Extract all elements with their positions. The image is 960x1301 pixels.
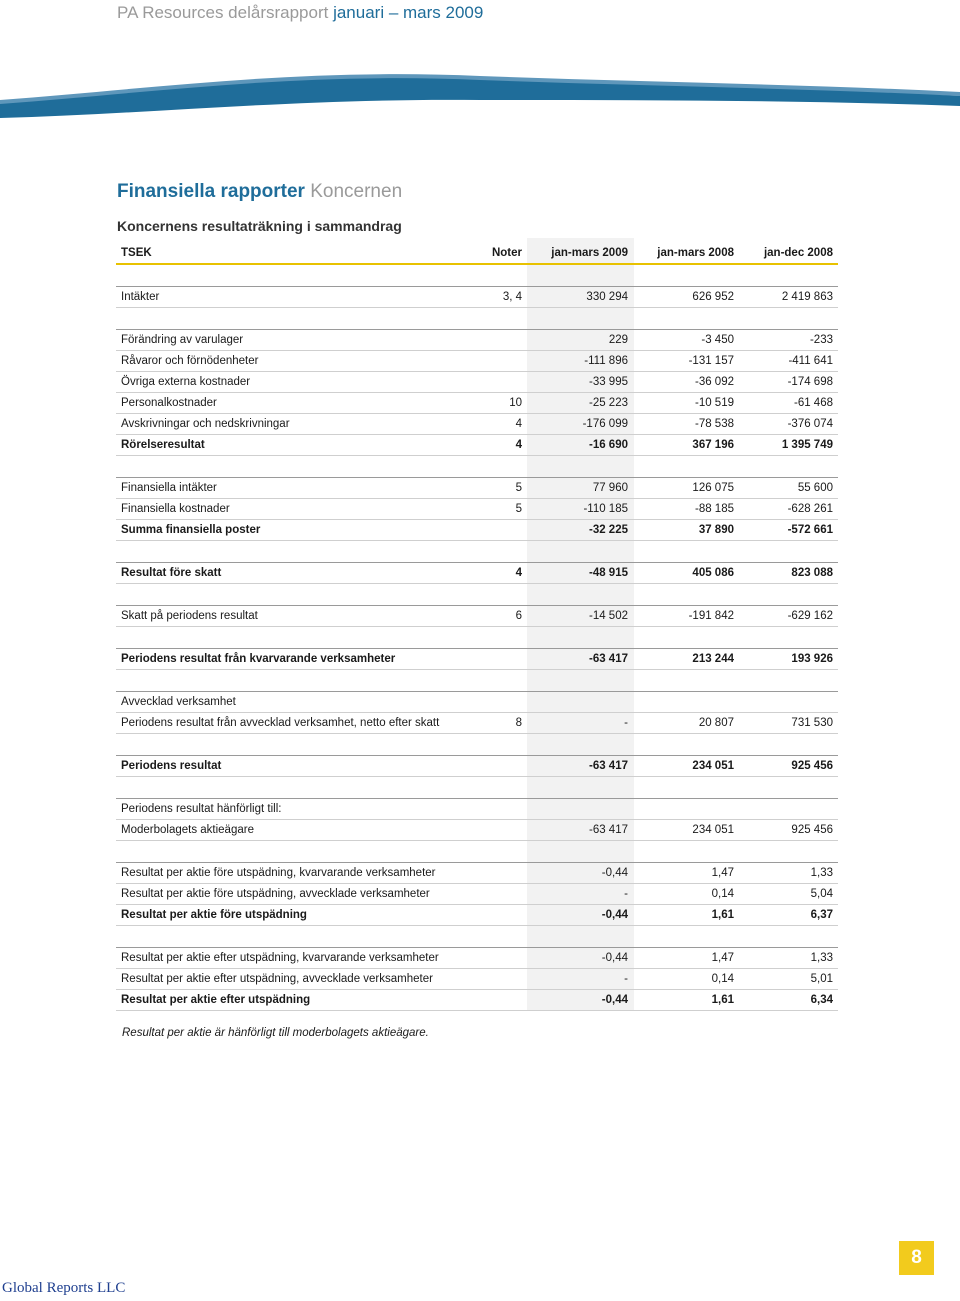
column-header-notes: Noter	[476, 243, 527, 264]
row-value-period-2: 1,47	[633, 863, 739, 884]
spacer-row	[116, 308, 838, 330]
table-row	[116, 330, 838, 351]
row-value-period-2: 37 890	[633, 520, 739, 541]
row-value-period-1: -111 896	[527, 351, 633, 372]
spacer-row	[116, 264, 838, 287]
row-value-period-3: -572 661	[739, 520, 838, 541]
row-value-period-3: 5,04	[739, 884, 838, 905]
row-value-period-1: -14 502	[527, 606, 633, 627]
row-value-period-3: 1,33	[739, 863, 838, 884]
row-value-period-2: 20 807	[633, 713, 739, 734]
spacer-row	[116, 841, 838, 863]
row-note: 4	[476, 414, 527, 435]
row-value-period-2: 367 196	[633, 435, 739, 456]
row-value-period-1: -176 099	[527, 414, 633, 435]
row-note	[476, 820, 527, 841]
row-label: Periodens resultat	[116, 756, 476, 777]
row-label: Moderbolagets aktieägare	[116, 820, 476, 841]
row-label: Resultat per aktie före utspädning, kvarvarande verksamheter	[116, 863, 476, 884]
table-row	[116, 287, 838, 308]
row-label: Intäkter	[116, 287, 476, 308]
row-value-period-3	[739, 799, 838, 820]
row-value-period-2: 234 051	[633, 820, 739, 841]
row-note	[476, 520, 527, 541]
row-note	[476, 330, 527, 351]
row-value-period-2: 626 952	[633, 287, 739, 308]
row-label: Avskrivningar och nedskrivningar	[116, 414, 476, 435]
row-value-period-2: -3 450	[633, 330, 739, 351]
row-value-period-1: -63 417	[527, 756, 633, 777]
row-value-period-2: 126 075	[633, 478, 739, 499]
row-value-period-3: -61 468	[739, 393, 838, 414]
table-row	[116, 713, 838, 734]
row-value-period-3: 55 600	[739, 478, 838, 499]
row-value-period-2: -10 519	[633, 393, 739, 414]
row-note: 5	[476, 499, 527, 520]
table-row	[116, 351, 838, 372]
row-value-period-1	[527, 692, 633, 713]
row-value-period-1: 229	[527, 330, 633, 351]
row-note	[476, 799, 527, 820]
row-note: 8	[476, 713, 527, 734]
row-label: Resultat per aktie efter utspädning	[116, 990, 476, 1011]
row-value-period-2: 405 086	[633, 563, 739, 584]
table-row	[116, 393, 838, 414]
row-note	[476, 649, 527, 670]
row-note	[476, 948, 527, 969]
spacer-row	[116, 734, 838, 756]
row-value-period-3: 925 456	[739, 820, 838, 841]
spacer-row	[116, 777, 838, 799]
footer-credit: Global Reports LLC	[2, 1280, 126, 1296]
running-header-accent: januari – mars 2009	[333, 3, 484, 22]
row-value-period-1: -	[527, 713, 633, 734]
row-note	[476, 990, 527, 1011]
spacer-row	[116, 584, 838, 606]
row-value-period-2	[633, 799, 739, 820]
row-value-period-3: -628 261	[739, 499, 838, 520]
row-value-period-3: 193 926	[739, 649, 838, 670]
row-value-period-1: 330 294	[527, 287, 633, 308]
row-label: Summa finansiella poster	[116, 520, 476, 541]
table-body	[116, 264, 838, 1011]
row-note	[476, 884, 527, 905]
row-value-period-2: -191 842	[633, 606, 739, 627]
column-header-period-2: jan-mars 2008	[633, 243, 739, 264]
table-row	[116, 969, 838, 990]
table-row	[116, 372, 838, 393]
row-value-period-3: -411 641	[739, 351, 838, 372]
page-number-badge: 8	[899, 1241, 934, 1275]
column-header-label: TSEK	[116, 243, 476, 264]
row-label: Resultat per aktie före utspädning	[116, 905, 476, 926]
running-header-text: PA Resources delårsrapport	[117, 3, 334, 22]
row-value-period-3: 1,33	[739, 948, 838, 969]
row-note	[476, 969, 527, 990]
row-label: Råvaror och förnödenheter	[116, 351, 476, 372]
row-value-period-1: -	[527, 969, 633, 990]
row-value-period-2: 1,61	[633, 905, 739, 926]
row-value-period-1: -32 225	[527, 520, 633, 541]
row-value-period-2: 213 244	[633, 649, 739, 670]
section-title	[117, 181, 402, 203]
row-value-period-1: -	[527, 884, 633, 905]
row-value-period-3: -629 162	[739, 606, 838, 627]
section-title-main: Finansiella rapporter	[117, 181, 305, 202]
running-header	[117, 3, 483, 23]
row-note: 6	[476, 606, 527, 627]
row-value-period-1: -0,44	[527, 990, 633, 1011]
row-value-period-1: -48 915	[527, 563, 633, 584]
table-row	[116, 414, 838, 435]
row-note	[476, 905, 527, 926]
row-value-period-3: 6,34	[739, 990, 838, 1011]
row-value-period-3: 1 395 749	[739, 435, 838, 456]
row-note	[476, 372, 527, 393]
column-header-period-3: jan-dec 2008	[739, 243, 838, 264]
section-title-sub: Koncernen	[310, 181, 403, 202]
row-label: Resultat per aktie efter utspädning, avvecklade verksamheter	[116, 969, 476, 990]
row-value-period-1: -63 417	[527, 649, 633, 670]
row-note: 10	[476, 393, 527, 414]
row-label: Finansiella intäkter	[116, 478, 476, 499]
row-note: 4	[476, 563, 527, 584]
table-row	[116, 948, 838, 969]
row-note	[476, 863, 527, 884]
section-label-row	[116, 692, 838, 713]
row-label: Förändring av varulager	[116, 330, 476, 351]
spacer-row	[116, 541, 838, 563]
row-value-period-1: -33 995	[527, 372, 633, 393]
row-label: Skatt på periodens resultat	[116, 606, 476, 627]
row-value-period-2: -88 185	[633, 499, 739, 520]
row-label: Resultat per aktie efter utspädning, kvarvarande verksamheter	[116, 948, 476, 969]
spacer-row	[116, 627, 838, 649]
row-value-period-1: -0,44	[527, 905, 633, 926]
table-title: Koncernens resultaträkning i sammandrag	[117, 218, 402, 234]
row-value-period-3: 5,01	[739, 969, 838, 990]
row-value-period-2: 1,61	[633, 990, 739, 1011]
row-value-period-1: -25 223	[527, 393, 633, 414]
row-value-period-3: -233	[739, 330, 838, 351]
row-value-period-1: -110 185	[527, 499, 633, 520]
subtotal-row	[116, 649, 838, 670]
subtotal-row	[116, 756, 838, 777]
decorative-wave-banner	[0, 66, 960, 118]
row-label: Personalkostnader	[116, 393, 476, 414]
table-row	[116, 478, 838, 499]
row-label: Periodens resultat hänförligt till:	[116, 799, 476, 820]
row-label: Resultat per aktie före utspädning, avvecklade verksamheter	[116, 884, 476, 905]
row-value-period-1: -0,44	[527, 863, 633, 884]
column-header-period-1: jan-mars 2009	[527, 243, 633, 264]
row-value-period-1: -0,44	[527, 948, 633, 969]
row-value-period-3: 731 530	[739, 713, 838, 734]
row-value-period-2: -36 092	[633, 372, 739, 393]
row-value-period-3: 6,37	[739, 905, 838, 926]
row-value-period-2: 0,14	[633, 969, 739, 990]
row-label: Periodens resultat från kvarvarande verksamheter	[116, 649, 476, 670]
row-value-period-2: -131 157	[633, 351, 739, 372]
spacer-row	[116, 670, 838, 692]
spacer-row	[116, 456, 838, 478]
row-value-period-1: -16 690	[527, 435, 633, 456]
subtotal-row	[116, 905, 838, 926]
subtotal-row	[116, 990, 838, 1011]
row-value-period-2: -78 538	[633, 414, 739, 435]
wave-dark-band	[0, 78, 960, 118]
table-row	[116, 820, 838, 841]
subtotal-row	[116, 563, 838, 584]
row-note	[476, 692, 527, 713]
row-note	[476, 351, 527, 372]
row-note: 3, 4	[476, 287, 527, 308]
row-value-period-3: 2 419 863	[739, 287, 838, 308]
row-value-period-3: -376 074	[739, 414, 838, 435]
row-value-period-2	[633, 692, 739, 713]
row-label: Övriga externa kostnader	[116, 372, 476, 393]
footnote: Resultat per aktie är hänförligt till moderbolagets aktieägare.	[122, 1027, 429, 1039]
table-row	[116, 884, 838, 905]
row-note	[476, 756, 527, 777]
spacer-row	[116, 926, 838, 948]
subtotal-row	[116, 435, 838, 456]
row-value-period-1: -63 417	[527, 820, 633, 841]
row-value-period-2: 1,47	[633, 948, 739, 969]
table-row	[116, 499, 838, 520]
row-value-period-1: 77 960	[527, 478, 633, 499]
row-value-period-2: 0,14	[633, 884, 739, 905]
row-value-period-3	[739, 692, 838, 713]
table-row	[116, 863, 838, 884]
row-label: Avvecklad verksamhet	[116, 692, 476, 713]
row-value-period-2: 234 051	[633, 756, 739, 777]
row-value-period-3: 925 456	[739, 756, 838, 777]
table-header-row	[116, 243, 838, 264]
table-row	[116, 606, 838, 627]
subtotal-row	[116, 520, 838, 541]
row-note: 4	[476, 435, 527, 456]
row-value-period-1	[527, 799, 633, 820]
income-statement-table	[116, 243, 838, 1011]
row-label: Periodens resultat från avvecklad verksamhet, netto efter skatt	[116, 713, 476, 734]
row-value-period-3: 823 088	[739, 563, 838, 584]
row-note: 5	[476, 478, 527, 499]
row-value-period-3: -174 698	[739, 372, 838, 393]
row-label: Finansiella kostnader	[116, 499, 476, 520]
section-label-row	[116, 799, 838, 820]
row-label: Resultat före skatt	[116, 563, 476, 584]
row-label: Rörelseresultat	[116, 435, 476, 456]
